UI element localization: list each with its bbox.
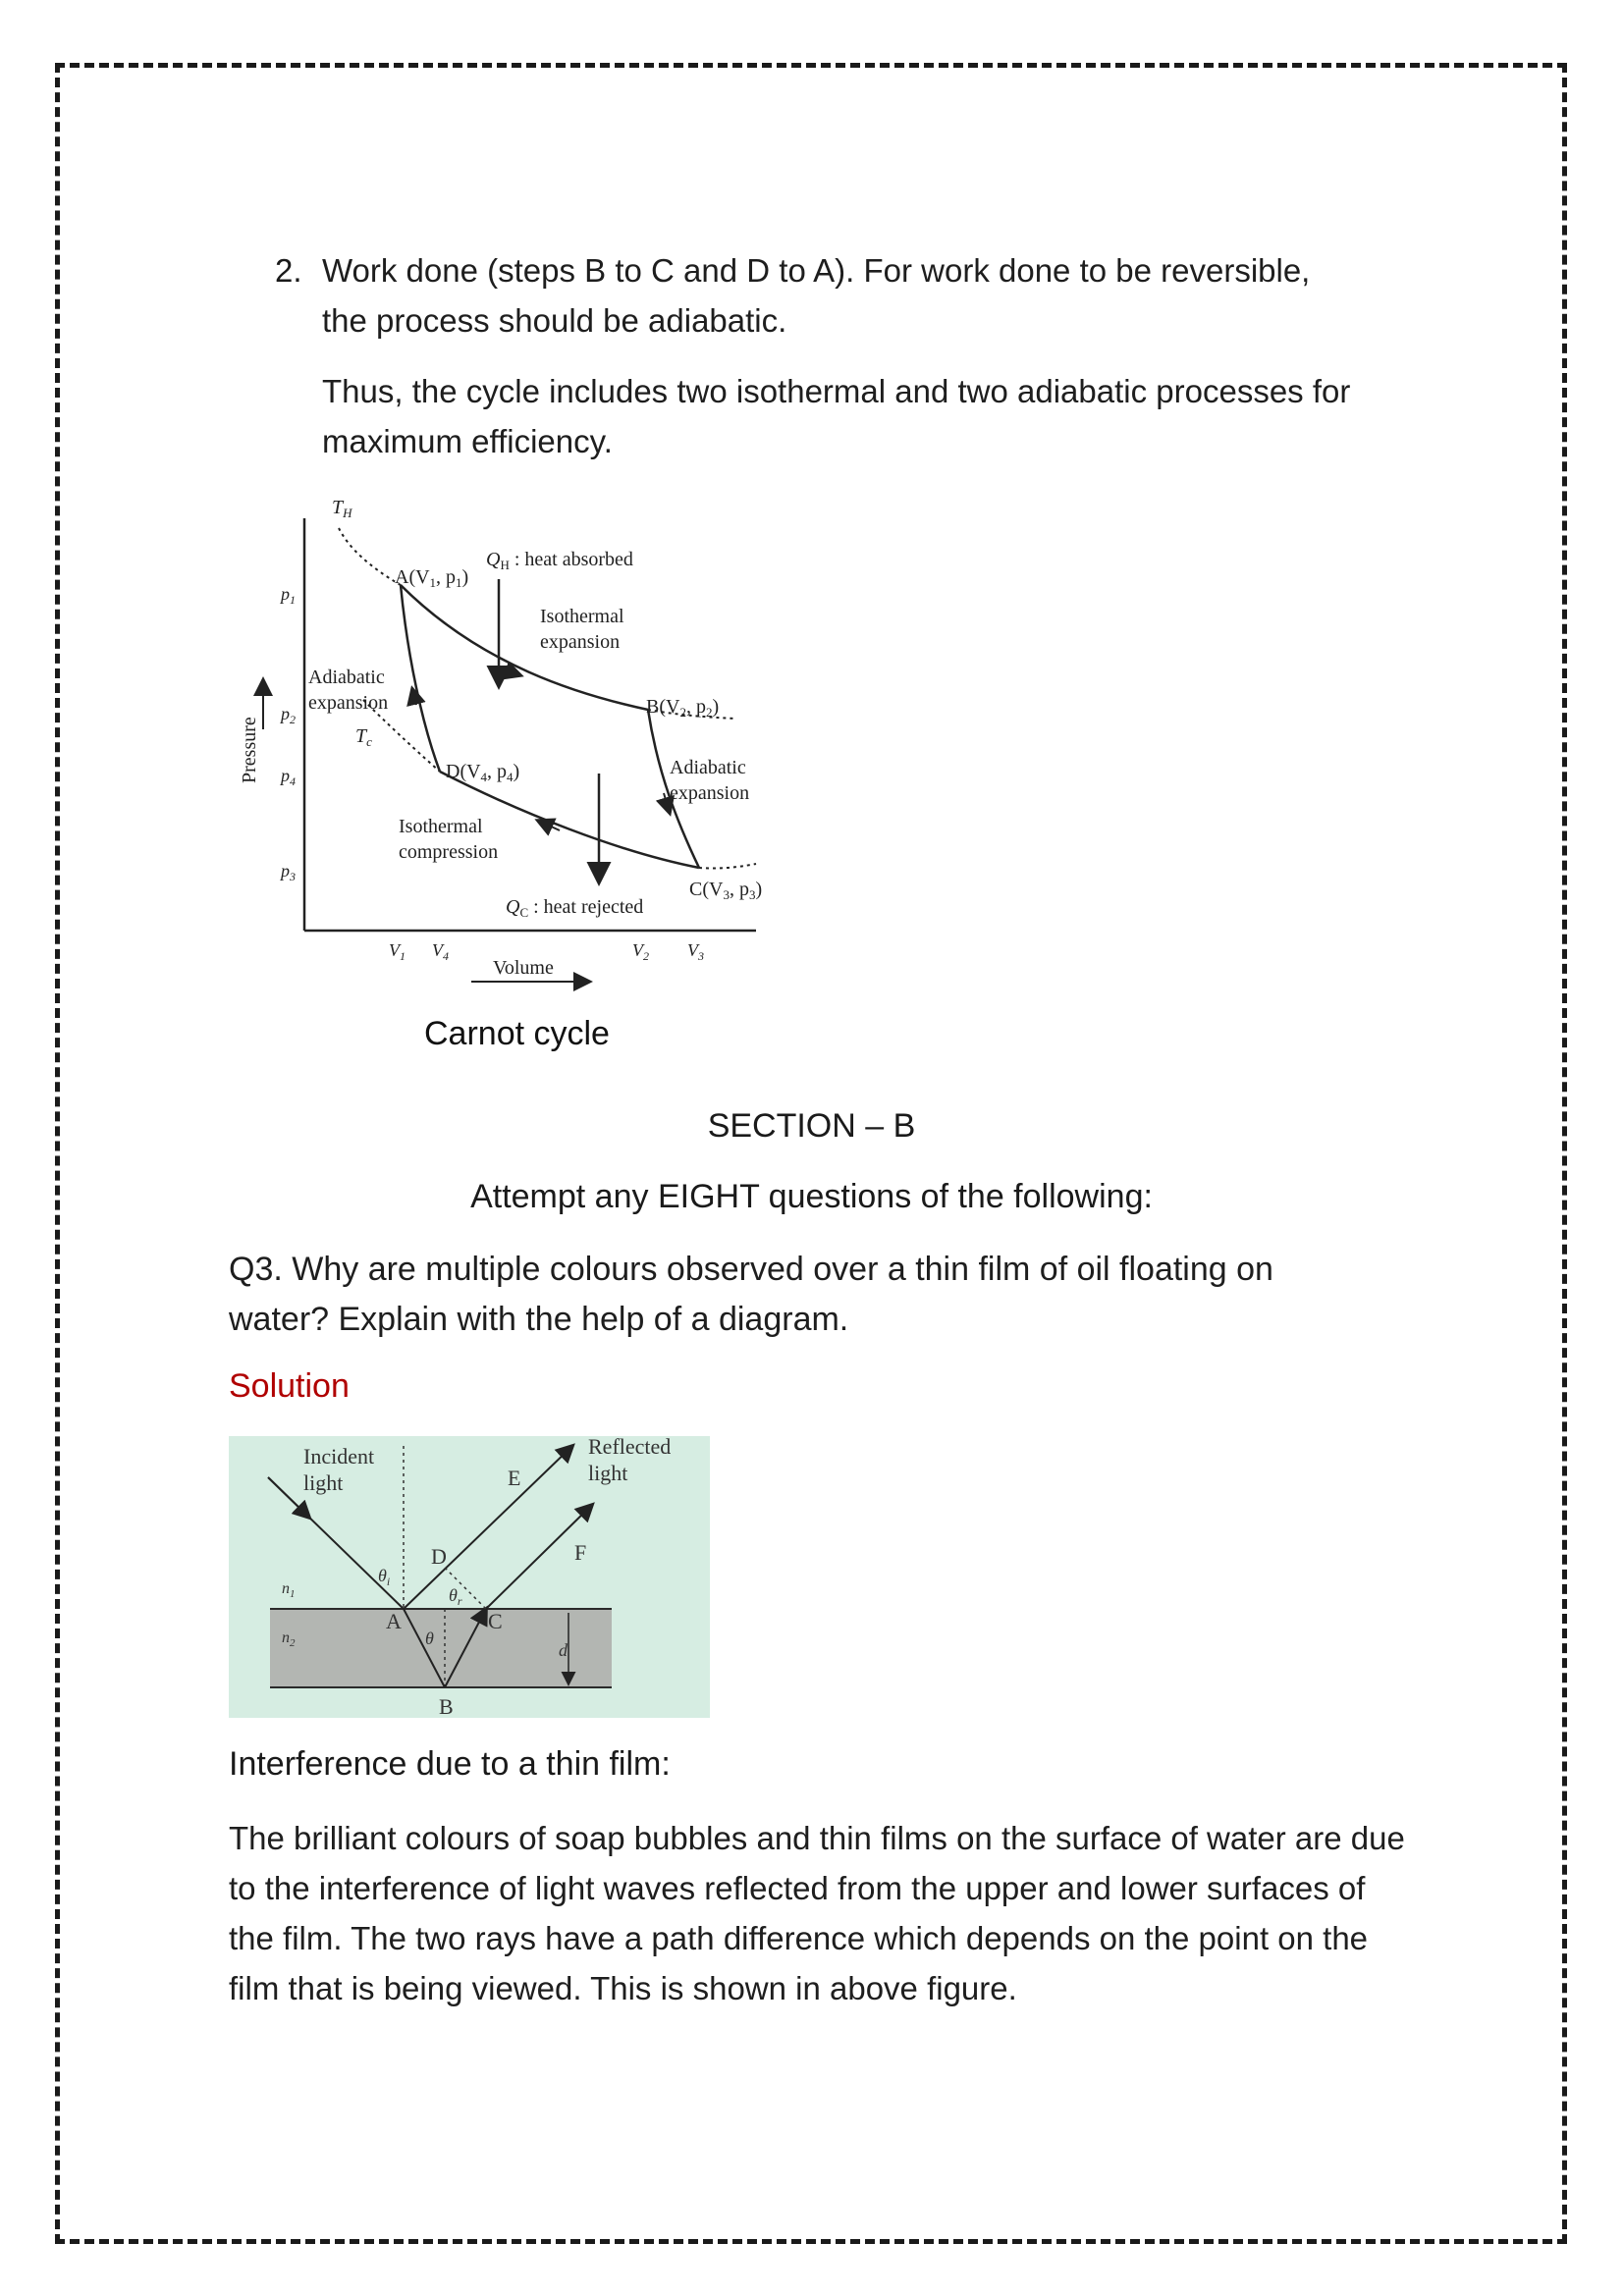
label-theta-i: $\theta_i$ — [378, 1566, 391, 1588]
label-point-c: $C(V_3$, $p_3$) — [689, 879, 763, 902]
solution-label: Solution — [229, 1367, 350, 1405]
label-adiabatic-left-2: expansion — [308, 692, 389, 714]
interference-paragraph: The brilliant colours of soap bubbles and thin films on the surface of water are due to the interference of light waves reflected from the upper and lower surfaces of the film. The two rays have a path difference which depends on the point on the film that is being viewed. This is shown in above figure. — [229, 1820, 1405, 2006]
label-isothermal-expansion-2: expansion — [540, 631, 621, 653]
arrow-heat-absorbed-tip — [506, 670, 520, 675]
tick-v1: $V_1$ — [389, 940, 406, 963]
label-heat-absorbed: $Q_H$ : heat absorbed — [486, 549, 633, 572]
label-c: C — [488, 1609, 503, 1633]
label-incident-2: light — [303, 1470, 344, 1495]
tick-v4: $V_4$ — [432, 940, 449, 963]
label-b: B — [439, 1694, 454, 1718]
tick-p1: $p_1$ — [281, 584, 296, 607]
label-incident-1: Incident — [303, 1444, 375, 1468]
label-adiabatic-right-2: expansion — [670, 782, 750, 804]
carnot-caption: Carnot cycle — [424, 1015, 610, 1052]
label-f: F — [574, 1540, 587, 1565]
label-isothermal-compression-1: Isothermal — [399, 816, 483, 837]
label-heat-rejected: $Q_C$ : heat rejected — [506, 896, 644, 920]
label-volume: Volume — [493, 957, 554, 979]
curve-c-tail — [699, 864, 756, 869]
label-theta: θ — [425, 1629, 434, 1648]
label-theta-r: $\theta_r$ — [449, 1585, 462, 1608]
label-a: A — [386, 1609, 402, 1633]
label-point-a: $A(V_1$, $p_1$) — [395, 566, 469, 590]
label-isothermal-expansion-1: Isothermal — [540, 606, 624, 627]
tick-v3: $V_3$ — [687, 940, 704, 963]
label-d: D — [431, 1544, 447, 1569]
interference-subheading: Interference due to a thin film: — [229, 1745, 671, 1783]
hot-isotherm-tail — [339, 528, 401, 585]
section-instruction: Attempt any EIGHT questions of the following: — [470, 1178, 1153, 1215]
label-thickness: d — [559, 1640, 568, 1660]
carnot-cycle-diagram — [226, 489, 795, 999]
point-2-follow-up: Thus, the cycle includes two isothermal and two adiabatic processes for maximum efficiency. — [322, 373, 1351, 459]
section-heading: SECTION – B — [707, 1107, 916, 1145]
tick-p3: $p_3$ — [281, 861, 296, 883]
label-adiabatic-left-1: Adiabatic — [308, 667, 385, 688]
label-adiabatic-right-1: Adiabatic — [670, 757, 746, 778]
curve-d-to-a — [401, 585, 440, 772]
tick-p4: $p_4$ — [281, 766, 296, 788]
label-t-c: $T_c$ — [355, 725, 372, 749]
tick-v2: $V_2$ — [632, 940, 649, 963]
label-reflected-2: light — [588, 1461, 628, 1485]
label-n2: $n_2$ — [282, 1629, 296, 1649]
question-3: Q3. Why are multiple colours observed over a thin film of oil floating on water? Explain with the help of a diagram. — [229, 1251, 1273, 1338]
label-e: E — [508, 1466, 521, 1490]
tick-p2: $p_2$ — [281, 704, 296, 726]
point-2-text: Work done (steps B to C and D to A). For work done to be reversible, the process should be adiabatic. — [322, 252, 1311, 339]
label-point-b: $B(V_2$, $p_2$) — [646, 696, 720, 720]
list-number: 2. — [275, 252, 302, 289]
arrow-d-to-a — [412, 689, 416, 705]
label-pressure: Pressure — [239, 717, 260, 783]
label-reflected-1: Reflected — [588, 1436, 672, 1459]
label-isothermal-compression-2: compression — [399, 841, 499, 863]
label-point-d: $D(V_4$, $p_4$) — [446, 761, 520, 784]
label-n1: $n_1$ — [282, 1580, 296, 1600]
label-t-h: $T_H$ — [332, 497, 352, 520]
thin-film-diagram — [229, 1436, 710, 1718]
